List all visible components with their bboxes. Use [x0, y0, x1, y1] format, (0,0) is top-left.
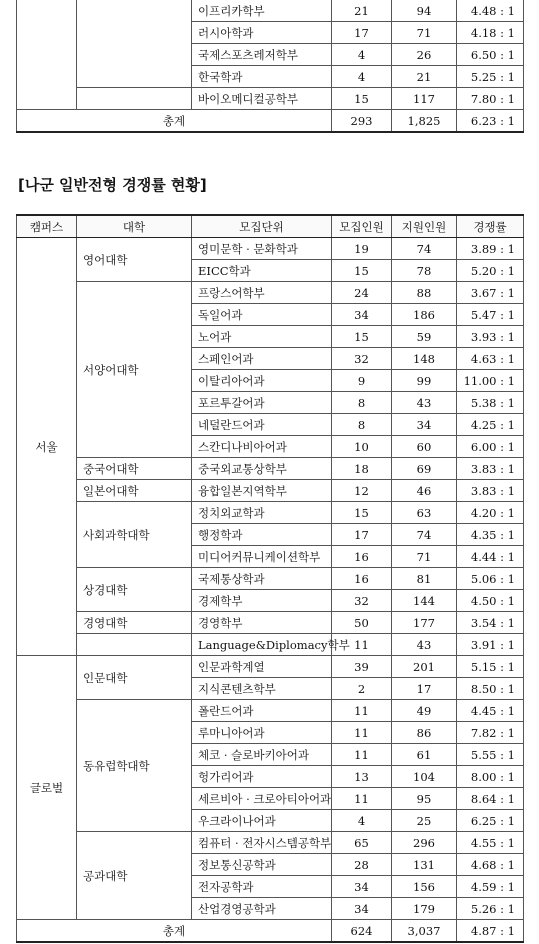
- recruit-cell: 32: [332, 348, 392, 370]
- recruit-cell: 15: [332, 260, 392, 282]
- unit-cell: 폴란드어과: [192, 700, 332, 722]
- applicants-cell: 34: [392, 414, 457, 436]
- recruit-cell: 65: [332, 832, 392, 854]
- applicants-cell: 104: [392, 766, 457, 788]
- unit-cell: 융합일본지역학부: [192, 480, 332, 502]
- header-campus: 캠퍼스: [17, 215, 77, 238]
- rate-cell: 3.93 : 1: [457, 326, 524, 348]
- recruit-cell: 8: [332, 414, 392, 436]
- unit-cell: 한국학과: [192, 66, 332, 88]
- college-cell: 일본어대학: [77, 480, 192, 502]
- applicants-cell: 131: [392, 854, 457, 876]
- table-row: [17, 634, 524, 656]
- unit-cell: 국제스포츠레저학부: [192, 44, 332, 66]
- unit-cell: 스페인어과: [192, 348, 332, 370]
- previous-table-continuation: [16, 0, 524, 133]
- applicants-cell: 86: [392, 722, 457, 744]
- rate-cell: 6.25 : 1: [457, 810, 524, 832]
- unit-cell: 행정학과: [192, 524, 332, 546]
- applicants-cell: 71: [392, 546, 457, 568]
- applicants-cell: 71: [392, 22, 457, 44]
- rate-cell: 3.83 : 1: [457, 458, 524, 480]
- unit-cell: 체코 · 슬로바키아어과: [192, 744, 332, 766]
- recruit-cell: 34: [332, 898, 392, 920]
- unit-cell: 독일어과: [192, 304, 332, 326]
- applicants-cell: 63: [392, 502, 457, 524]
- table-header-row: [17, 215, 524, 238]
- rate-cell: 5.47 : 1: [457, 304, 524, 326]
- header-applicants: 지원인원: [392, 215, 457, 238]
- rate-cell: 5.06 : 1: [457, 568, 524, 590]
- recruit-cell: 11: [332, 634, 392, 656]
- recruit-cell: 4: [332, 44, 392, 66]
- recruit-cell: 24: [332, 282, 392, 304]
- recruit-cell: 11: [332, 744, 392, 766]
- applicants-cell: 95: [392, 788, 457, 810]
- rate-cell: 8.00 : 1: [457, 766, 524, 788]
- campus-cell: 서울: [17, 238, 77, 656]
- rate-cell: 4.48 : 1: [457, 0, 524, 22]
- applicants-cell: 117: [392, 88, 457, 110]
- total-applicants: 1,825: [392, 110, 457, 133]
- applicants-cell: 186: [392, 304, 457, 326]
- table-row: [17, 88, 524, 110]
- applicants-cell: 88: [392, 282, 457, 304]
- applicants-cell: 156: [392, 876, 457, 898]
- recruit-cell: 15: [332, 326, 392, 348]
- recruit-cell: 4: [332, 66, 392, 88]
- college-cell: 인문대학: [77, 656, 192, 700]
- applicants-cell: 49: [392, 700, 457, 722]
- recruit-cell: 15: [332, 88, 392, 110]
- college-cell: 사회과학대학: [77, 502, 192, 568]
- total-row: [17, 110, 524, 133]
- campus-cell: 글로벌: [17, 656, 77, 920]
- rate-cell: 4.18 : 1: [457, 22, 524, 44]
- applicants-cell: 179: [392, 898, 457, 920]
- college-cell: 서양어대학: [77, 282, 192, 458]
- recruit-cell: 4: [332, 810, 392, 832]
- rate-cell: 3.91 : 1: [457, 634, 524, 656]
- recruit-cell: 21: [332, 0, 392, 22]
- recruit-cell: 15: [332, 502, 392, 524]
- unit-cell: 우크라이나어과: [192, 810, 332, 832]
- applicants-cell: 74: [392, 238, 457, 260]
- applicants-cell: 43: [392, 634, 457, 656]
- applicants-cell: 69: [392, 458, 457, 480]
- total-applicants: 3,037: [392, 920, 457, 943]
- rate-cell: 4.35 : 1: [457, 524, 524, 546]
- rate-cell: 3.54 : 1: [457, 612, 524, 634]
- rate-cell: 4.44 : 1: [457, 546, 524, 568]
- rate-cell: 3.67 : 1: [457, 282, 524, 304]
- section-heading: [나군 일반전형 경쟁률 현황]: [18, 176, 207, 194]
- rate-cell: 5.38 : 1: [457, 392, 524, 414]
- total-rate: 4.87 : 1: [457, 920, 524, 943]
- rate-cell: 4.20 : 1: [457, 502, 524, 524]
- rate-cell: 3.83 : 1: [457, 480, 524, 502]
- applicants-cell: 177: [392, 612, 457, 634]
- recruit-cell: 28: [332, 854, 392, 876]
- rate-cell: 5.15 : 1: [457, 656, 524, 678]
- unit-cell: 스칸디나비아어과: [192, 436, 332, 458]
- unit-cell: 러시아학과: [192, 22, 332, 44]
- rate-cell: 4.63 : 1: [457, 348, 524, 370]
- unit-cell: 바이오메디컬공학부: [192, 88, 332, 110]
- unit-cell: 이탈리아어과: [192, 370, 332, 392]
- college-cell: [77, 634, 192, 656]
- total-rate: 6.23 : 1: [457, 110, 524, 133]
- table-row: [17, 480, 524, 502]
- header-college: 대학: [77, 215, 192, 238]
- table-row: [17, 458, 524, 480]
- college-cell: [77, 88, 192, 110]
- total-row: [17, 920, 524, 943]
- unit-cell: 노어과: [192, 326, 332, 348]
- rate-cell: 4.59 : 1: [457, 876, 524, 898]
- recruit-cell: 50: [332, 612, 392, 634]
- unit-cell: 중국외교통상학부: [192, 458, 332, 480]
- total-label: 총계: [17, 920, 332, 943]
- recruit-cell: 12: [332, 480, 392, 502]
- table-row: [17, 656, 524, 678]
- table-row: [17, 832, 524, 854]
- unit-cell: 프랑스어학부: [192, 282, 332, 304]
- applicants-cell: 46: [392, 480, 457, 502]
- recruit-cell: 32: [332, 590, 392, 612]
- total-recruit: 293: [332, 110, 392, 133]
- rate-cell: 4.45 : 1: [457, 700, 524, 722]
- unit-cell: 경영학부: [192, 612, 332, 634]
- recruit-cell: 10: [332, 436, 392, 458]
- recruit-cell: 9: [332, 370, 392, 392]
- table-row: [17, 568, 524, 590]
- recruit-cell: 34: [332, 876, 392, 898]
- recruit-cell: 17: [332, 22, 392, 44]
- college-cell: 동유럽학대학: [77, 700, 192, 832]
- applicants-cell: 144: [392, 590, 457, 612]
- header-rate: 경쟁률: [457, 215, 524, 238]
- recruit-cell: 19: [332, 238, 392, 260]
- applicants-cell: 61: [392, 744, 457, 766]
- college-cell: [77, 0, 192, 88]
- rate-cell: 4.68 : 1: [457, 854, 524, 876]
- applicants-cell: 78: [392, 260, 457, 282]
- recruit-cell: 11: [332, 700, 392, 722]
- rate-cell: 6.00 : 1: [457, 436, 524, 458]
- unit-cell: 전자공학과: [192, 876, 332, 898]
- unit-cell: 영미문학 · 문화학과: [192, 238, 332, 260]
- unit-cell: 경제학부: [192, 590, 332, 612]
- applicants-cell: 59: [392, 326, 457, 348]
- table-row: [17, 0, 524, 22]
- table-row: [17, 238, 524, 260]
- college-cell: 경영대학: [77, 612, 192, 634]
- unit-cell: 산업경영공학과: [192, 898, 332, 920]
- rate-cell: 11.00 : 1: [457, 370, 524, 392]
- college-cell: 중국어대학: [77, 458, 192, 480]
- unit-cell: 인문과학계열: [192, 656, 332, 678]
- rate-cell: 5.55 : 1: [457, 744, 524, 766]
- unit-cell: 정보통신공학과: [192, 854, 332, 876]
- applicants-cell: 148: [392, 348, 457, 370]
- recruit-cell: 11: [332, 722, 392, 744]
- recruit-cell: 2: [332, 678, 392, 700]
- table-row: [17, 700, 524, 722]
- rate-cell: 5.25 : 1: [457, 66, 524, 88]
- unit-cell: 헝가리어과: [192, 766, 332, 788]
- unit-cell: 미디어커뮤니케이션학부: [192, 546, 332, 568]
- rate-cell: 8.50 : 1: [457, 678, 524, 700]
- applicants-cell: 81: [392, 568, 457, 590]
- rate-cell: 7.82 : 1: [457, 722, 524, 744]
- recruit-cell: 11: [332, 788, 392, 810]
- applicants-cell: 60: [392, 436, 457, 458]
- rate-cell: 4.55 : 1: [457, 832, 524, 854]
- recruit-cell: 16: [332, 546, 392, 568]
- applicants-cell: 201: [392, 656, 457, 678]
- rate-cell: 8.64 : 1: [457, 788, 524, 810]
- applicants-cell: 26: [392, 44, 457, 66]
- applicants-cell: 25: [392, 810, 457, 832]
- applicants-cell: 21: [392, 66, 457, 88]
- unit-cell: 네덜란드어과: [192, 414, 332, 436]
- recruit-cell: 13: [332, 766, 392, 788]
- unit-cell: 컴퓨터 · 전자시스템공학부: [192, 832, 332, 854]
- unit-cell: 국제통상학과: [192, 568, 332, 590]
- unit-cell: 루마니아어과: [192, 722, 332, 744]
- rate-cell: 5.26 : 1: [457, 898, 524, 920]
- applicants-cell: 99: [392, 370, 457, 392]
- recruit-cell: 34: [332, 304, 392, 326]
- table-row: [17, 612, 524, 634]
- unit-cell: 정치외교학과: [192, 502, 332, 524]
- recruit-cell: 8: [332, 392, 392, 414]
- rate-cell: 3.89 : 1: [457, 238, 524, 260]
- header-unit: 모집단위: [192, 215, 332, 238]
- recruit-cell: 17: [332, 524, 392, 546]
- competition-rate-table: [16, 214, 524, 943]
- recruit-cell: 39: [332, 656, 392, 678]
- college-cell: 영어대학: [77, 238, 192, 282]
- rate-cell: 7.80 : 1: [457, 88, 524, 110]
- unit-cell: 세르비아 · 크로아티아어과: [192, 788, 332, 810]
- unit-cell: 이프리카학부: [192, 0, 332, 22]
- applicants-cell: 296: [392, 832, 457, 854]
- rate-cell: 4.25 : 1: [457, 414, 524, 436]
- unit-cell: Language&Diplomacy학부: [192, 634, 332, 656]
- applicants-cell: 74: [392, 524, 457, 546]
- header-recruit: 모집인원: [332, 215, 392, 238]
- applicants-cell: 17: [392, 678, 457, 700]
- rate-cell: 6.50 : 1: [457, 44, 524, 66]
- college-cell: 공과대학: [77, 832, 192, 920]
- rate-cell: 4.50 : 1: [457, 590, 524, 612]
- unit-cell: 지식콘텐츠학부: [192, 678, 332, 700]
- applicants-cell: 43: [392, 392, 457, 414]
- campus-cell: [17, 0, 77, 110]
- unit-cell: EICC학과: [192, 260, 332, 282]
- applicants-cell: 94: [392, 0, 457, 22]
- recruit-cell: 18: [332, 458, 392, 480]
- total-label: 총계: [17, 110, 332, 133]
- total-recruit: 624: [332, 920, 392, 943]
- table-row: [17, 282, 524, 304]
- recruit-cell: 16: [332, 568, 392, 590]
- rate-cell: 5.20 : 1: [457, 260, 524, 282]
- table-row: [17, 502, 524, 524]
- college-cell: 상경대학: [77, 568, 192, 612]
- unit-cell: 포르투갈어과: [192, 392, 332, 414]
